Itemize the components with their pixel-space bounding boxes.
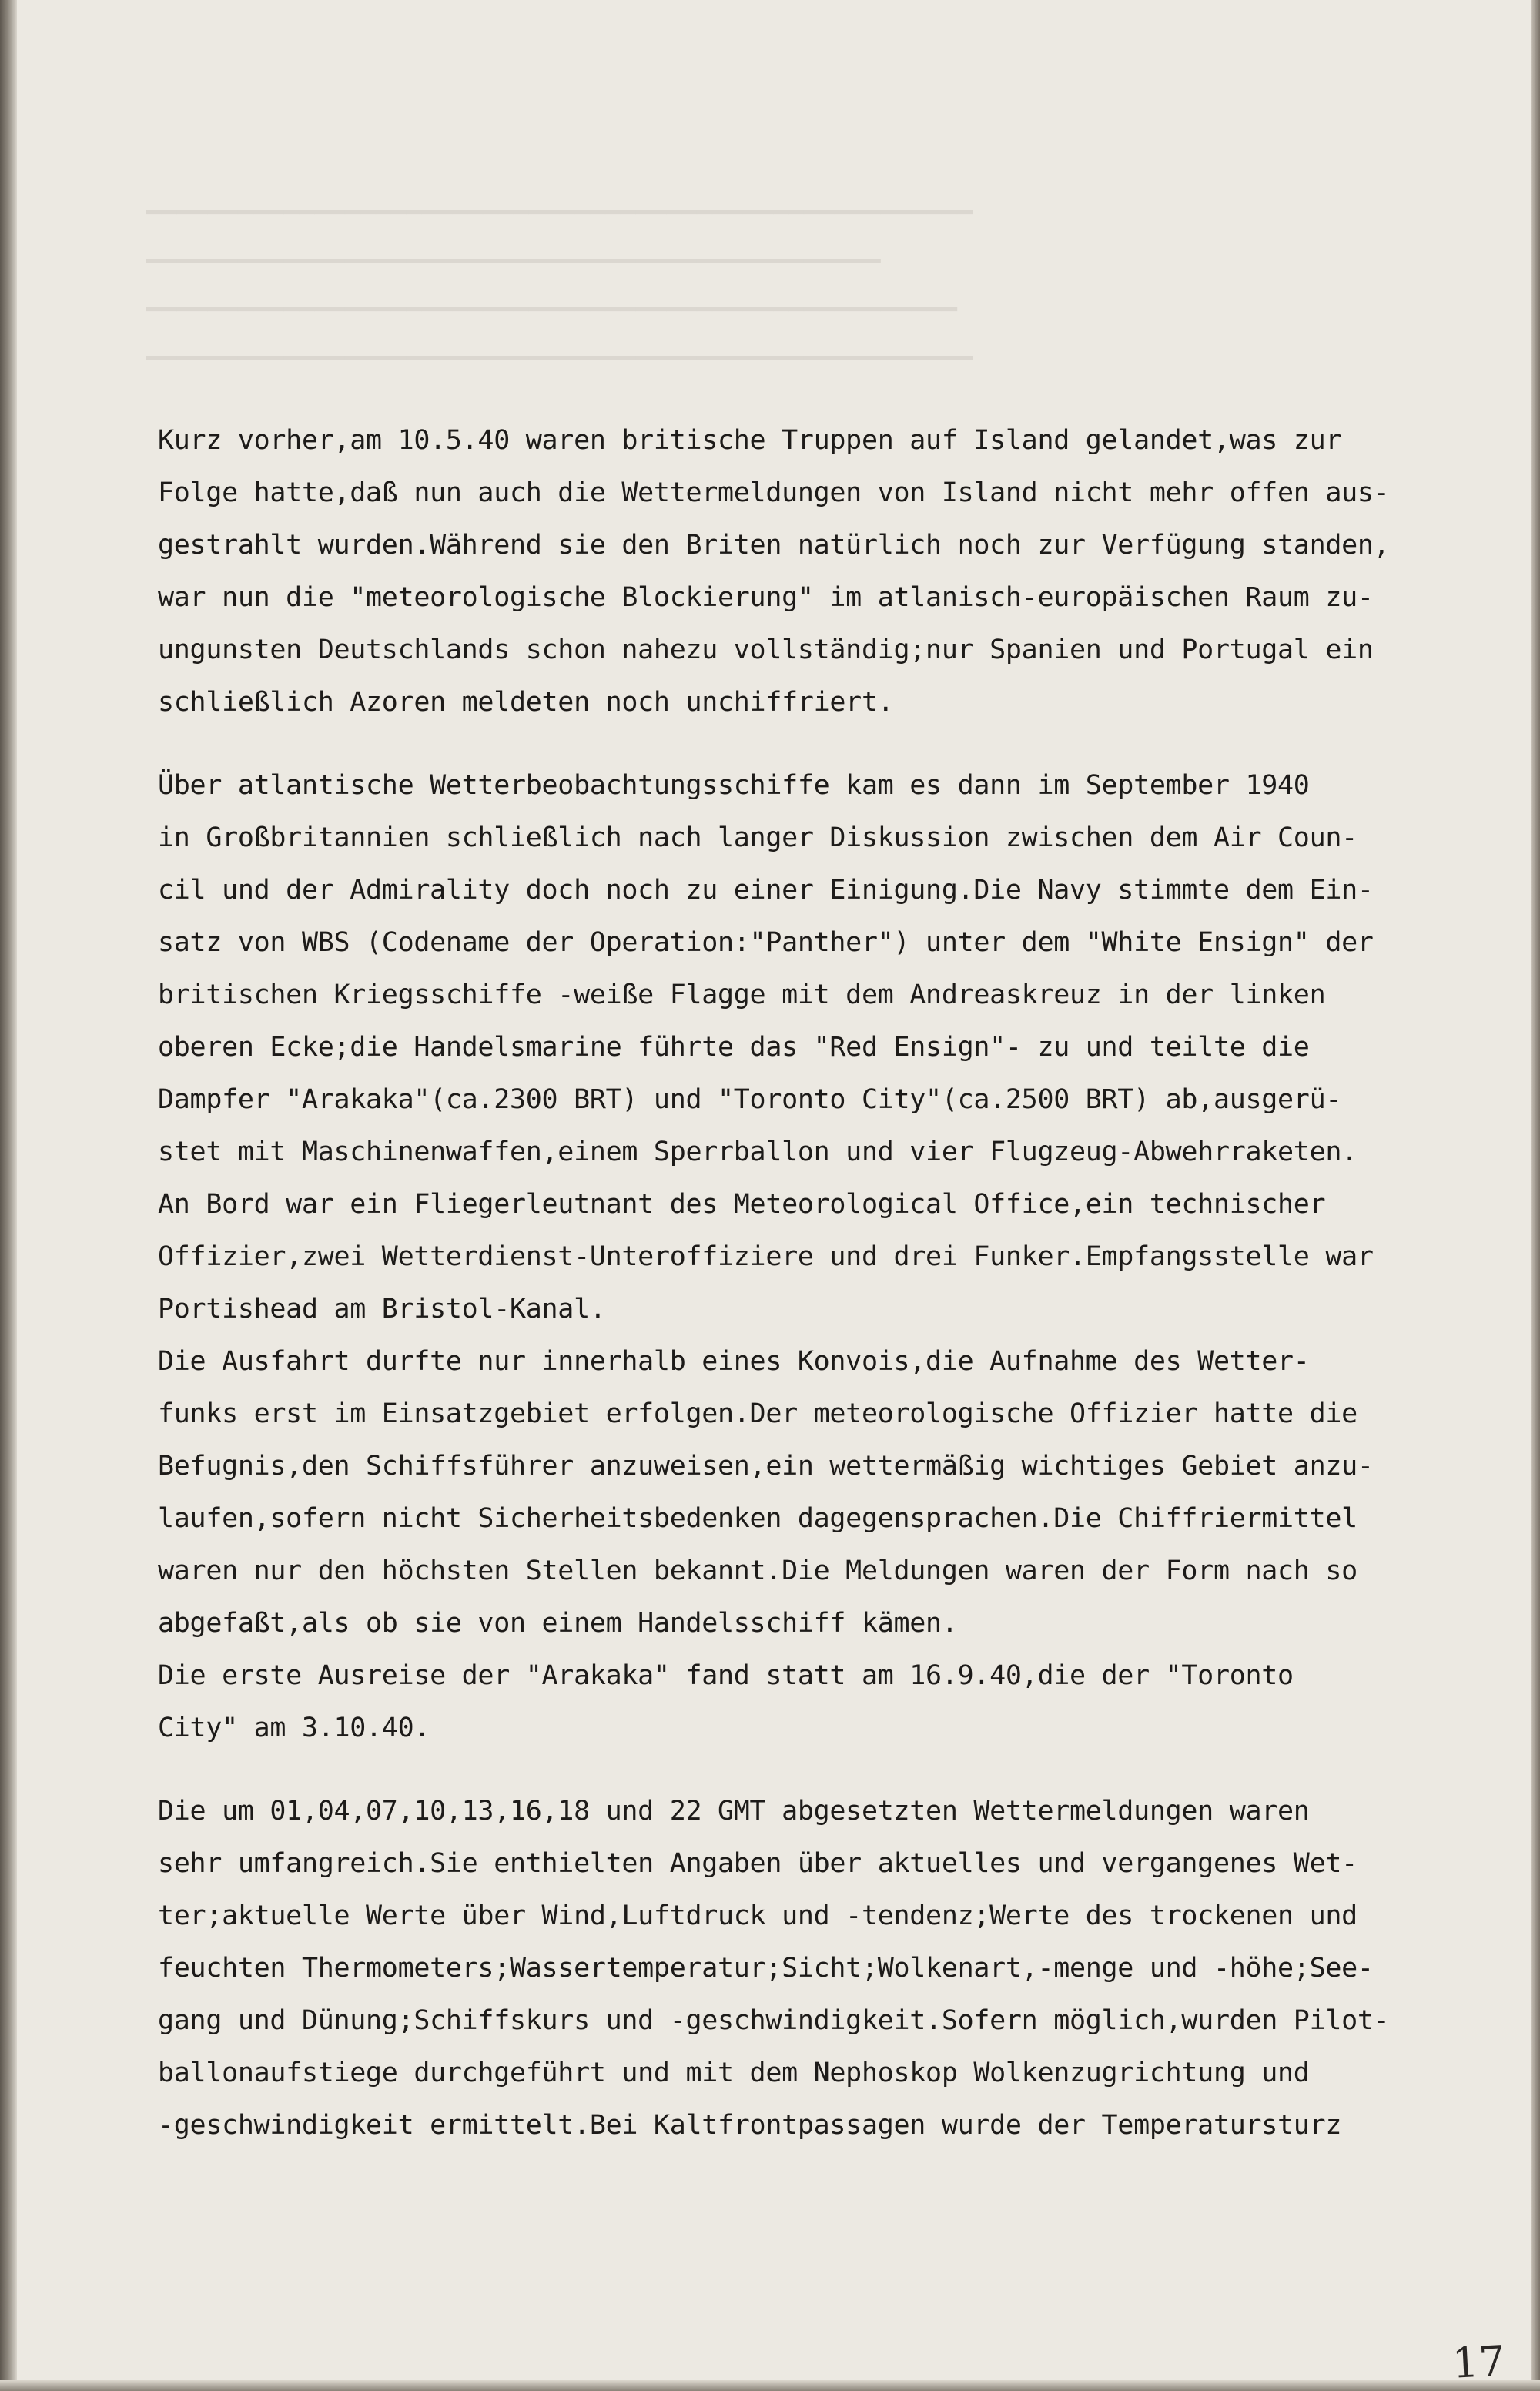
text-line: Befugnis,den Schiffsführer anzuweisen,ein wettermäßig wichtiges Gebiet anzu-	[158, 1451, 1374, 1482]
paragraph-2	[158, 759, 1513, 1754]
text-line: Die Ausfahrt durfte nur innerhalb eines Konvois,die Aufnahme des Wetter-	[158, 1346, 1310, 1377]
page-number: 17	[1451, 2336, 1507, 2388]
text-line: abgefaßt,als ob sie von einem Handelsschiff kämen.	[158, 1608, 958, 1639]
text-line: sehr umfangreich.Sie enthielten Angaben über aktuelles und vergangenes Wet-	[158, 1848, 1358, 1879]
text-line: gang und Dünung;Schiffskurs und -geschwindigkeit.Sofern möglich,wurden Pilot-	[158, 2005, 1390, 2036]
text-line: Portishead am Bristol-Kanal.	[158, 1294, 606, 1324]
text-line: funks erst im Einsatzgebiet erfolgen.Der meteorologische Offizier hatte die	[158, 1398, 1358, 1429]
paragraph-gap	[158, 728, 1513, 759]
page-left-edge	[0, 0, 17, 2391]
text-line: oberen Ecke;die Handelsmarine führte das "Red Ensign"- zu und teilte die	[158, 1032, 1310, 1063]
text-line: cil und der Admirality doch noch zu einer Einigung.Die Navy stimmte dem Ein-	[158, 875, 1374, 906]
show-through-texture: ▁▁▁▁▁▁▁▁▁▁▁▁▁▁▁▁▁▁▁▁▁▁▁▁▁▁▁▁▁▁▁▁▁▁▁▁▁▁▁▁▁▁▁▁▁▁▁▁▁▁▁▁▁▁ ▁▁▁▁▁▁▁▁▁▁▁▁▁▁▁▁▁▁▁▁▁▁▁▁▁▁▁▁▁▁▁▁▁▁▁▁▁▁▁▁▁▁▁▁▁▁▁▁ ▁▁▁▁▁▁▁▁▁▁▁▁▁▁▁▁▁▁▁▁▁▁▁▁▁▁▁▁▁▁▁▁▁▁▁▁▁▁▁▁▁▁▁▁▁▁▁▁▁▁▁▁▁ ▁▁▁▁▁▁▁▁▁▁▁▁▁▁▁▁▁▁▁▁▁▁▁▁▁▁▁▁▁▁▁▁▁▁▁▁▁▁▁▁▁▁▁▁▁▁▁▁▁▁▁▁▁▁	[146, 187, 973, 361]
text-line: satz von WBS (Codename der Operation:"Panther") unter dem "White Ensign" der	[158, 927, 1374, 958]
text-line: Die erste Ausreise der "Arakaka" fand statt am 16.9.40,die der "Toronto	[158, 1660, 1294, 1691]
text-line: Folge hatte,daß nun auch die Wettermeldungen von Island nicht mehr offen aus-	[158, 477, 1390, 508]
paragraph-1	[158, 414, 1513, 728]
text-line: stet mit Maschinenwaffen,einem Sperrballon und vier Flugzeug-Abwehrraketen.	[158, 1137, 1358, 1167]
page-bottom-edge	[0, 2380, 1540, 2391]
text-line: ungunsten Deutschlands schon nahezu vollständig;nur Spanien und Portugal ein	[158, 635, 1374, 665]
text-line: war nun die "meteorologische Blockierung" im atlanisch-europäischen Raum zu-	[158, 582, 1374, 613]
page-right-edge	[1531, 0, 1540, 2391]
paragraph-3	[158, 1785, 1513, 2152]
text-line: in Großbritannien schließlich nach langer Diskussion zwischen dem Air Coun-	[158, 822, 1358, 853]
text-line: Dampfer "Arakaka"(ca.2300 BRT) und "Toronto City"(ca.2500 BRT) ab,ausgerü-	[158, 1084, 1342, 1115]
text-line: feuchten Thermometers;Wassertemperatur;Sicht;Wolkenart,-menge und -höhe;See-	[158, 1953, 1374, 1984]
text-line: Die um 01,04,07,10,13,16,18 und 22 GMT abgesetzten Wettermeldungen waren	[158, 1796, 1310, 1827]
text-line: gestrahlt wurden.Während sie den Briten natürlich noch zur Verfügung standen,	[158, 530, 1390, 561]
paragraph-gap	[158, 1754, 1513, 1785]
document-body	[158, 414, 1513, 2152]
text-line: ballonaufstiege durchgeführt und mit dem Nephoskop Wolkenzugrichtung und	[158, 2058, 1310, 2088]
text-line: Über atlantische Wetterbeobachtungsschiffe kam es dann im September 1940	[158, 770, 1310, 801]
text-line: An Bord war ein Fliegerleutnant des Meteorological Office,ein technischer	[158, 1189, 1326, 1220]
text-line: laufen,sofern nicht Sicherheitsbedenken dagegensprachen.Die Chiffriermittel	[158, 1503, 1358, 1534]
text-line: Kurz vorher,am 10.5.40 waren britische Truppen auf Island gelandet,was zur	[158, 425, 1342, 456]
text-line: schließlich Azoren meldeten noch unchiffriert.	[158, 687, 894, 718]
text-line: Offizier,zwei Wetterdienst-Unteroffiziere und drei Funker.Empfangsstelle war	[158, 1241, 1374, 1272]
text-line: -geschwindigkeit ermittelt.Bei Kaltfrontpassagen wurde der Temperatursturz	[158, 2110, 1342, 2141]
text-line: waren nur den höchsten Stellen bekannt.Die Meldungen waren der Form nach so	[158, 1555, 1358, 1586]
text-line: ter;aktuelle Werte über Wind,Luftdruck und -tendenz;Werte des trockenen und	[158, 1900, 1358, 1931]
text-line: City" am 3.10.40.	[158, 1713, 430, 1743]
text-line: britischen Kriegsschiffe -weiße Flagge mit dem Andreaskreuz in der linken	[158, 980, 1326, 1010]
